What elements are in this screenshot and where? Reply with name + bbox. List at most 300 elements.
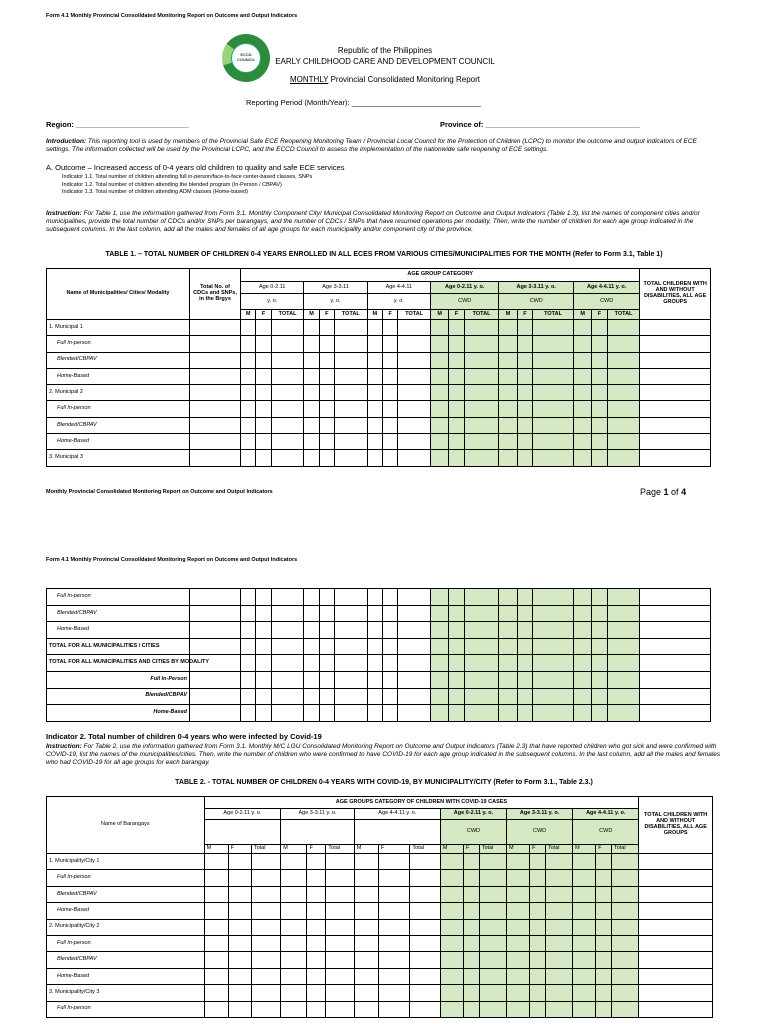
- data-cell[interactable]: [383, 705, 398, 722]
- data-cell[interactable]: [256, 622, 271, 639]
- data-cell[interactable]: [326, 903, 354, 919]
- data-cell[interactable]: [479, 968, 506, 984]
- data-cell[interactable]: [307, 854, 326, 870]
- data-cell[interactable]: [640, 336, 711, 352]
- data-cell[interactable]: [378, 919, 410, 935]
- data-cell[interactable]: [479, 870, 506, 886]
- data-cell[interactable]: [251, 935, 280, 951]
- data-cell[interactable]: [607, 417, 640, 433]
- data-cell[interactable]: [573, 705, 591, 722]
- data-cell[interactable]: [354, 854, 378, 870]
- data-cell[interactable]: [596, 935, 612, 951]
- data-cell[interactable]: [640, 417, 711, 433]
- data-cell[interactable]: [592, 705, 607, 722]
- data-cell[interactable]: [367, 589, 382, 606]
- data-cell[interactable]: [354, 886, 378, 902]
- data-cell[interactable]: [479, 985, 506, 1001]
- data-cell[interactable]: [517, 705, 532, 722]
- data-cell[interactable]: [271, 622, 304, 639]
- data-cell[interactable]: [431, 655, 449, 672]
- data-cell[interactable]: [241, 401, 256, 417]
- data-cell[interactable]: [573, 870, 596, 886]
- data-cell[interactable]: [319, 336, 334, 352]
- data-cell[interactable]: [607, 655, 640, 672]
- data-cell[interactable]: [281, 935, 307, 951]
- data-cell[interactable]: [410, 985, 440, 1001]
- data-cell[interactable]: [431, 336, 449, 352]
- data-cell[interactable]: [228, 1001, 251, 1017]
- data-cell[interactable]: [431, 671, 449, 688]
- data-cell[interactable]: [533, 352, 574, 368]
- data-cell[interactable]: [304, 368, 319, 384]
- data-cell[interactable]: [449, 605, 464, 622]
- data-cell[interactable]: [596, 854, 612, 870]
- data-cell[interactable]: [398, 605, 431, 622]
- data-cell[interactable]: [204, 1001, 228, 1017]
- data-cell[interactable]: [383, 450, 398, 466]
- data-cell[interactable]: [335, 401, 368, 417]
- data-cell[interactable]: [533, 450, 574, 466]
- data-cell[interactable]: [319, 385, 334, 401]
- data-cell[interactable]: [378, 886, 410, 902]
- data-cell[interactable]: [319, 605, 334, 622]
- data-cell[interactable]: [410, 1001, 440, 1017]
- data-cell[interactable]: [256, 671, 271, 688]
- data-cell[interactable]: [307, 903, 326, 919]
- data-cell[interactable]: [592, 336, 607, 352]
- data-cell[interactable]: [640, 605, 711, 622]
- data-cell[interactable]: [271, 352, 304, 368]
- data-cell[interactable]: [431, 705, 449, 722]
- data-cell[interactable]: [378, 854, 410, 870]
- data-cell[interactable]: [573, 854, 596, 870]
- data-cell[interactable]: [204, 870, 228, 886]
- data-cell[interactable]: [204, 968, 228, 984]
- data-cell[interactable]: [410, 919, 440, 935]
- data-cell[interactable]: [517, 605, 532, 622]
- data-cell[interactable]: [640, 622, 711, 639]
- data-cell[interactable]: [449, 688, 464, 705]
- data-cell[interactable]: [573, 589, 591, 606]
- data-cell[interactable]: [639, 870, 713, 886]
- data-cell[interactable]: [431, 417, 449, 433]
- data-cell[interactable]: [440, 968, 463, 984]
- data-cell[interactable]: [271, 705, 304, 722]
- data-cell[interactable]: [530, 985, 546, 1001]
- data-cell[interactable]: [319, 589, 334, 606]
- data-cell[interactable]: [271, 320, 304, 336]
- data-cell[interactable]: [431, 638, 449, 655]
- data-cell[interactable]: [607, 638, 640, 655]
- data-cell[interactable]: [190, 450, 241, 466]
- data-cell[interactable]: [383, 688, 398, 705]
- data-cell[interactable]: [190, 638, 241, 655]
- data-cell[interactable]: [190, 336, 241, 352]
- data-cell[interactable]: [383, 434, 398, 450]
- data-cell[interactable]: [440, 870, 463, 886]
- data-cell[interactable]: [228, 985, 251, 1001]
- data-cell[interactable]: [479, 903, 506, 919]
- data-cell[interactable]: [398, 638, 431, 655]
- data-cell[interactable]: [530, 1001, 546, 1017]
- data-cell[interactable]: [241, 622, 256, 639]
- data-cell[interactable]: [335, 450, 368, 466]
- data-cell[interactable]: [573, 952, 596, 968]
- data-cell[interactable]: [440, 935, 463, 951]
- data-cell[interactable]: [440, 952, 463, 968]
- data-cell[interactable]: [190, 688, 241, 705]
- data-cell[interactable]: [640, 320, 711, 336]
- data-cell[interactable]: [256, 417, 271, 433]
- data-cell[interactable]: [607, 589, 640, 606]
- data-cell[interactable]: [335, 622, 368, 639]
- data-cell[interactable]: [499, 368, 517, 384]
- data-cell[interactable]: [304, 385, 319, 401]
- data-cell[interactable]: [640, 368, 711, 384]
- data-cell[interactable]: [507, 1001, 530, 1017]
- data-cell[interactable]: [304, 352, 319, 368]
- data-cell[interactable]: [464, 434, 499, 450]
- data-cell[interactable]: [596, 952, 612, 968]
- data-cell[interactable]: [398, 401, 431, 417]
- data-cell[interactable]: [530, 870, 546, 886]
- data-cell[interactable]: [204, 985, 228, 1001]
- data-cell[interactable]: [256, 368, 271, 384]
- data-cell[interactable]: [607, 622, 640, 639]
- data-cell[interactable]: [190, 352, 241, 368]
- data-cell[interactable]: [251, 903, 280, 919]
- data-cell[interactable]: [463, 919, 479, 935]
- data-cell[interactable]: [545, 1001, 572, 1017]
- data-cell[interactable]: [573, 985, 596, 1001]
- data-cell[interactable]: [530, 935, 546, 951]
- data-cell[interactable]: [228, 854, 251, 870]
- data-cell[interactable]: [517, 385, 532, 401]
- data-cell[interactable]: [499, 622, 517, 639]
- data-cell[interactable]: [612, 1001, 639, 1017]
- data-cell[interactable]: [256, 434, 271, 450]
- data-cell[interactable]: [592, 368, 607, 384]
- data-cell[interactable]: [378, 935, 410, 951]
- data-cell[interactable]: [307, 919, 326, 935]
- data-cell[interactable]: [256, 450, 271, 466]
- data-cell[interactable]: [304, 688, 319, 705]
- data-cell[interactable]: [533, 622, 574, 639]
- data-cell[interactable]: [463, 870, 479, 886]
- data-cell[interactable]: [607, 434, 640, 450]
- data-cell[interactable]: [499, 688, 517, 705]
- data-cell[interactable]: [533, 671, 574, 688]
- data-cell[interactable]: [398, 671, 431, 688]
- data-cell[interactable]: [241, 385, 256, 401]
- data-cell[interactable]: [440, 1001, 463, 1017]
- data-cell[interactable]: [592, 589, 607, 606]
- data-cell[interactable]: [449, 434, 464, 450]
- data-cell[interactable]: [281, 1001, 307, 1017]
- data-cell[interactable]: [533, 368, 574, 384]
- data-cell[interactable]: [383, 589, 398, 606]
- data-cell[interactable]: [596, 1001, 612, 1017]
- data-cell[interactable]: [271, 688, 304, 705]
- data-cell[interactable]: [398, 320, 431, 336]
- data-cell[interactable]: [607, 671, 640, 688]
- data-cell[interactable]: [533, 655, 574, 672]
- data-cell[interactable]: [607, 336, 640, 352]
- data-cell[interactable]: [464, 450, 499, 466]
- data-cell[interactable]: [281, 968, 307, 984]
- data-cell[interactable]: [517, 401, 532, 417]
- data-cell[interactable]: [383, 638, 398, 655]
- data-cell[interactable]: [431, 401, 449, 417]
- data-cell[interactable]: [398, 450, 431, 466]
- data-cell[interactable]: [367, 352, 382, 368]
- data-cell[interactable]: [335, 671, 368, 688]
- data-cell[interactable]: [464, 320, 499, 336]
- data-cell[interactable]: [271, 655, 304, 672]
- data-cell[interactable]: [533, 385, 574, 401]
- data-cell[interactable]: [607, 368, 640, 384]
- data-cell[interactable]: [271, 434, 304, 450]
- data-cell[interactable]: [463, 854, 479, 870]
- data-cell[interactable]: [592, 638, 607, 655]
- data-cell[interactable]: [464, 688, 499, 705]
- data-cell[interactable]: [464, 671, 499, 688]
- data-cell[interactable]: [367, 417, 382, 433]
- data-cell[interactable]: [573, 1001, 596, 1017]
- data-cell[interactable]: [398, 352, 431, 368]
- data-cell[interactable]: [592, 605, 607, 622]
- data-cell[interactable]: [383, 417, 398, 433]
- data-cell[interactable]: [307, 935, 326, 951]
- data-cell[interactable]: [533, 401, 574, 417]
- data-cell[interactable]: [256, 605, 271, 622]
- data-cell[interactable]: [639, 854, 713, 870]
- data-cell[interactable]: [326, 870, 354, 886]
- data-cell[interactable]: [545, 870, 572, 886]
- data-cell[interactable]: [304, 638, 319, 655]
- data-cell[interactable]: [499, 705, 517, 722]
- data-cell[interactable]: [573, 671, 591, 688]
- data-cell[interactable]: [354, 919, 378, 935]
- data-cell[interactable]: [517, 655, 532, 672]
- data-cell[interactable]: [499, 401, 517, 417]
- data-cell[interactable]: [596, 886, 612, 902]
- data-cell[interactable]: [464, 705, 499, 722]
- data-cell[interactable]: [507, 935, 530, 951]
- data-cell[interactable]: [367, 336, 382, 352]
- data-cell[interactable]: [378, 1001, 410, 1017]
- data-cell[interactable]: [573, 336, 591, 352]
- data-cell[interactable]: [573, 919, 596, 935]
- data-cell[interactable]: [431, 589, 449, 606]
- data-cell[interactable]: [251, 952, 280, 968]
- data-cell[interactable]: [640, 385, 711, 401]
- data-cell[interactable]: [228, 886, 251, 902]
- data-cell[interactable]: [463, 952, 479, 968]
- data-cell[interactable]: [533, 638, 574, 655]
- data-cell[interactable]: [517, 434, 532, 450]
- data-cell[interactable]: [304, 320, 319, 336]
- data-cell[interactable]: [319, 622, 334, 639]
- data-cell[interactable]: [326, 886, 354, 902]
- data-cell[interactable]: [281, 985, 307, 1001]
- data-cell[interactable]: [204, 952, 228, 968]
- data-cell[interactable]: [639, 935, 713, 951]
- data-cell[interactable]: [307, 1001, 326, 1017]
- data-cell[interactable]: [271, 638, 304, 655]
- data-cell[interactable]: [271, 417, 304, 433]
- data-cell[interactable]: [592, 417, 607, 433]
- data-cell[interactable]: [271, 605, 304, 622]
- data-cell[interactable]: [256, 385, 271, 401]
- data-cell[interactable]: [383, 401, 398, 417]
- data-cell[interactable]: [592, 434, 607, 450]
- data-cell[interactable]: [398, 655, 431, 672]
- data-cell[interactable]: [463, 985, 479, 1001]
- data-cell[interactable]: [398, 336, 431, 352]
- data-cell[interactable]: [319, 368, 334, 384]
- data-cell[interactable]: [573, 903, 596, 919]
- data-cell[interactable]: [533, 688, 574, 705]
- data-cell[interactable]: [281, 870, 307, 886]
- data-cell[interactable]: [639, 968, 713, 984]
- data-cell[interactable]: [596, 968, 612, 984]
- data-cell[interactable]: [251, 968, 280, 984]
- data-cell[interactable]: [228, 968, 251, 984]
- data-cell[interactable]: [241, 688, 256, 705]
- data-cell[interactable]: [271, 385, 304, 401]
- data-cell[interactable]: [431, 352, 449, 368]
- data-cell[interactable]: [378, 985, 410, 1001]
- data-cell[interactable]: [304, 589, 319, 606]
- data-cell[interactable]: [241, 671, 256, 688]
- data-cell[interactable]: [304, 336, 319, 352]
- data-cell[interactable]: [190, 622, 241, 639]
- data-cell[interactable]: [304, 401, 319, 417]
- data-cell[interactable]: [281, 952, 307, 968]
- data-cell[interactable]: [640, 589, 711, 606]
- data-cell[interactable]: [517, 352, 532, 368]
- data-cell[interactable]: [449, 655, 464, 672]
- data-cell[interactable]: [507, 903, 530, 919]
- data-cell[interactable]: [573, 968, 596, 984]
- data-cell[interactable]: [190, 385, 241, 401]
- data-cell[interactable]: [612, 854, 639, 870]
- data-cell[interactable]: [592, 655, 607, 672]
- data-cell[interactable]: [479, 886, 506, 902]
- data-cell[interactable]: [398, 434, 431, 450]
- data-cell[interactable]: [256, 688, 271, 705]
- data-cell[interactable]: [367, 320, 382, 336]
- data-cell[interactable]: [326, 919, 354, 935]
- data-cell[interactable]: [499, 671, 517, 688]
- data-cell[interactable]: [281, 903, 307, 919]
- data-cell[interactable]: [241, 336, 256, 352]
- data-cell[interactable]: [533, 605, 574, 622]
- data-cell[interactable]: [256, 655, 271, 672]
- data-cell[interactable]: [607, 605, 640, 622]
- data-cell[interactable]: [530, 903, 546, 919]
- data-cell[interactable]: [592, 688, 607, 705]
- data-cell[interactable]: [354, 903, 378, 919]
- data-cell[interactable]: [449, 336, 464, 352]
- data-cell[interactable]: [383, 336, 398, 352]
- data-cell[interactable]: [383, 352, 398, 368]
- data-cell[interactable]: [499, 638, 517, 655]
- data-cell[interactable]: [319, 352, 334, 368]
- data-cell[interactable]: [640, 401, 711, 417]
- data-cell[interactable]: [335, 688, 368, 705]
- data-cell[interactable]: [596, 985, 612, 1001]
- data-cell[interactable]: [307, 985, 326, 1001]
- data-cell[interactable]: [304, 450, 319, 466]
- data-cell[interactable]: [271, 368, 304, 384]
- data-cell[interactable]: [256, 320, 271, 336]
- data-cell[interactable]: [507, 968, 530, 984]
- data-cell[interactable]: [251, 886, 280, 902]
- data-cell[interactable]: [464, 655, 499, 672]
- data-cell[interactable]: [383, 368, 398, 384]
- data-cell[interactable]: [533, 336, 574, 352]
- data-cell[interactable]: [440, 903, 463, 919]
- data-cell[interactable]: [354, 935, 378, 951]
- data-cell[interactable]: [367, 638, 382, 655]
- data-cell[interactable]: [499, 320, 517, 336]
- data-cell[interactable]: [431, 368, 449, 384]
- data-cell[interactable]: [271, 401, 304, 417]
- data-cell[interactable]: [612, 952, 639, 968]
- data-cell[interactable]: [410, 886, 440, 902]
- data-cell[interactable]: [326, 1001, 354, 1017]
- data-cell[interactable]: [573, 886, 596, 902]
- data-cell[interactable]: [612, 886, 639, 902]
- data-cell[interactable]: [464, 401, 499, 417]
- data-cell[interactable]: [573, 320, 591, 336]
- data-cell[interactable]: [367, 385, 382, 401]
- data-cell[interactable]: [592, 450, 607, 466]
- data-cell[interactable]: [517, 450, 532, 466]
- data-cell[interactable]: [256, 336, 271, 352]
- data-cell[interactable]: [190, 401, 241, 417]
- data-cell[interactable]: [319, 417, 334, 433]
- data-cell[interactable]: [507, 854, 530, 870]
- data-cell[interactable]: [241, 655, 256, 672]
- data-cell[interactable]: [354, 1001, 378, 1017]
- data-cell[interactable]: [410, 854, 440, 870]
- data-cell[interactable]: [449, 417, 464, 433]
- data-cell[interactable]: [335, 320, 368, 336]
- data-cell[interactable]: [573, 385, 591, 401]
- data-cell[interactable]: [190, 671, 241, 688]
- data-cell[interactable]: [383, 320, 398, 336]
- data-cell[interactable]: [464, 638, 499, 655]
- data-cell[interactable]: [410, 870, 440, 886]
- data-cell[interactable]: [378, 903, 410, 919]
- data-cell[interactable]: [256, 401, 271, 417]
- data-cell[interactable]: [464, 589, 499, 606]
- data-cell[interactable]: [440, 985, 463, 1001]
- data-cell[interactable]: [499, 336, 517, 352]
- data-cell[interactable]: [251, 1001, 280, 1017]
- data-cell[interactable]: [507, 952, 530, 968]
- data-cell[interactable]: [640, 688, 711, 705]
- data-cell[interactable]: [204, 935, 228, 951]
- data-cell[interactable]: [545, 952, 572, 968]
- data-cell[interactable]: [431, 605, 449, 622]
- data-cell[interactable]: [612, 870, 639, 886]
- data-cell[interactable]: [354, 985, 378, 1001]
- data-cell[interactable]: [304, 605, 319, 622]
